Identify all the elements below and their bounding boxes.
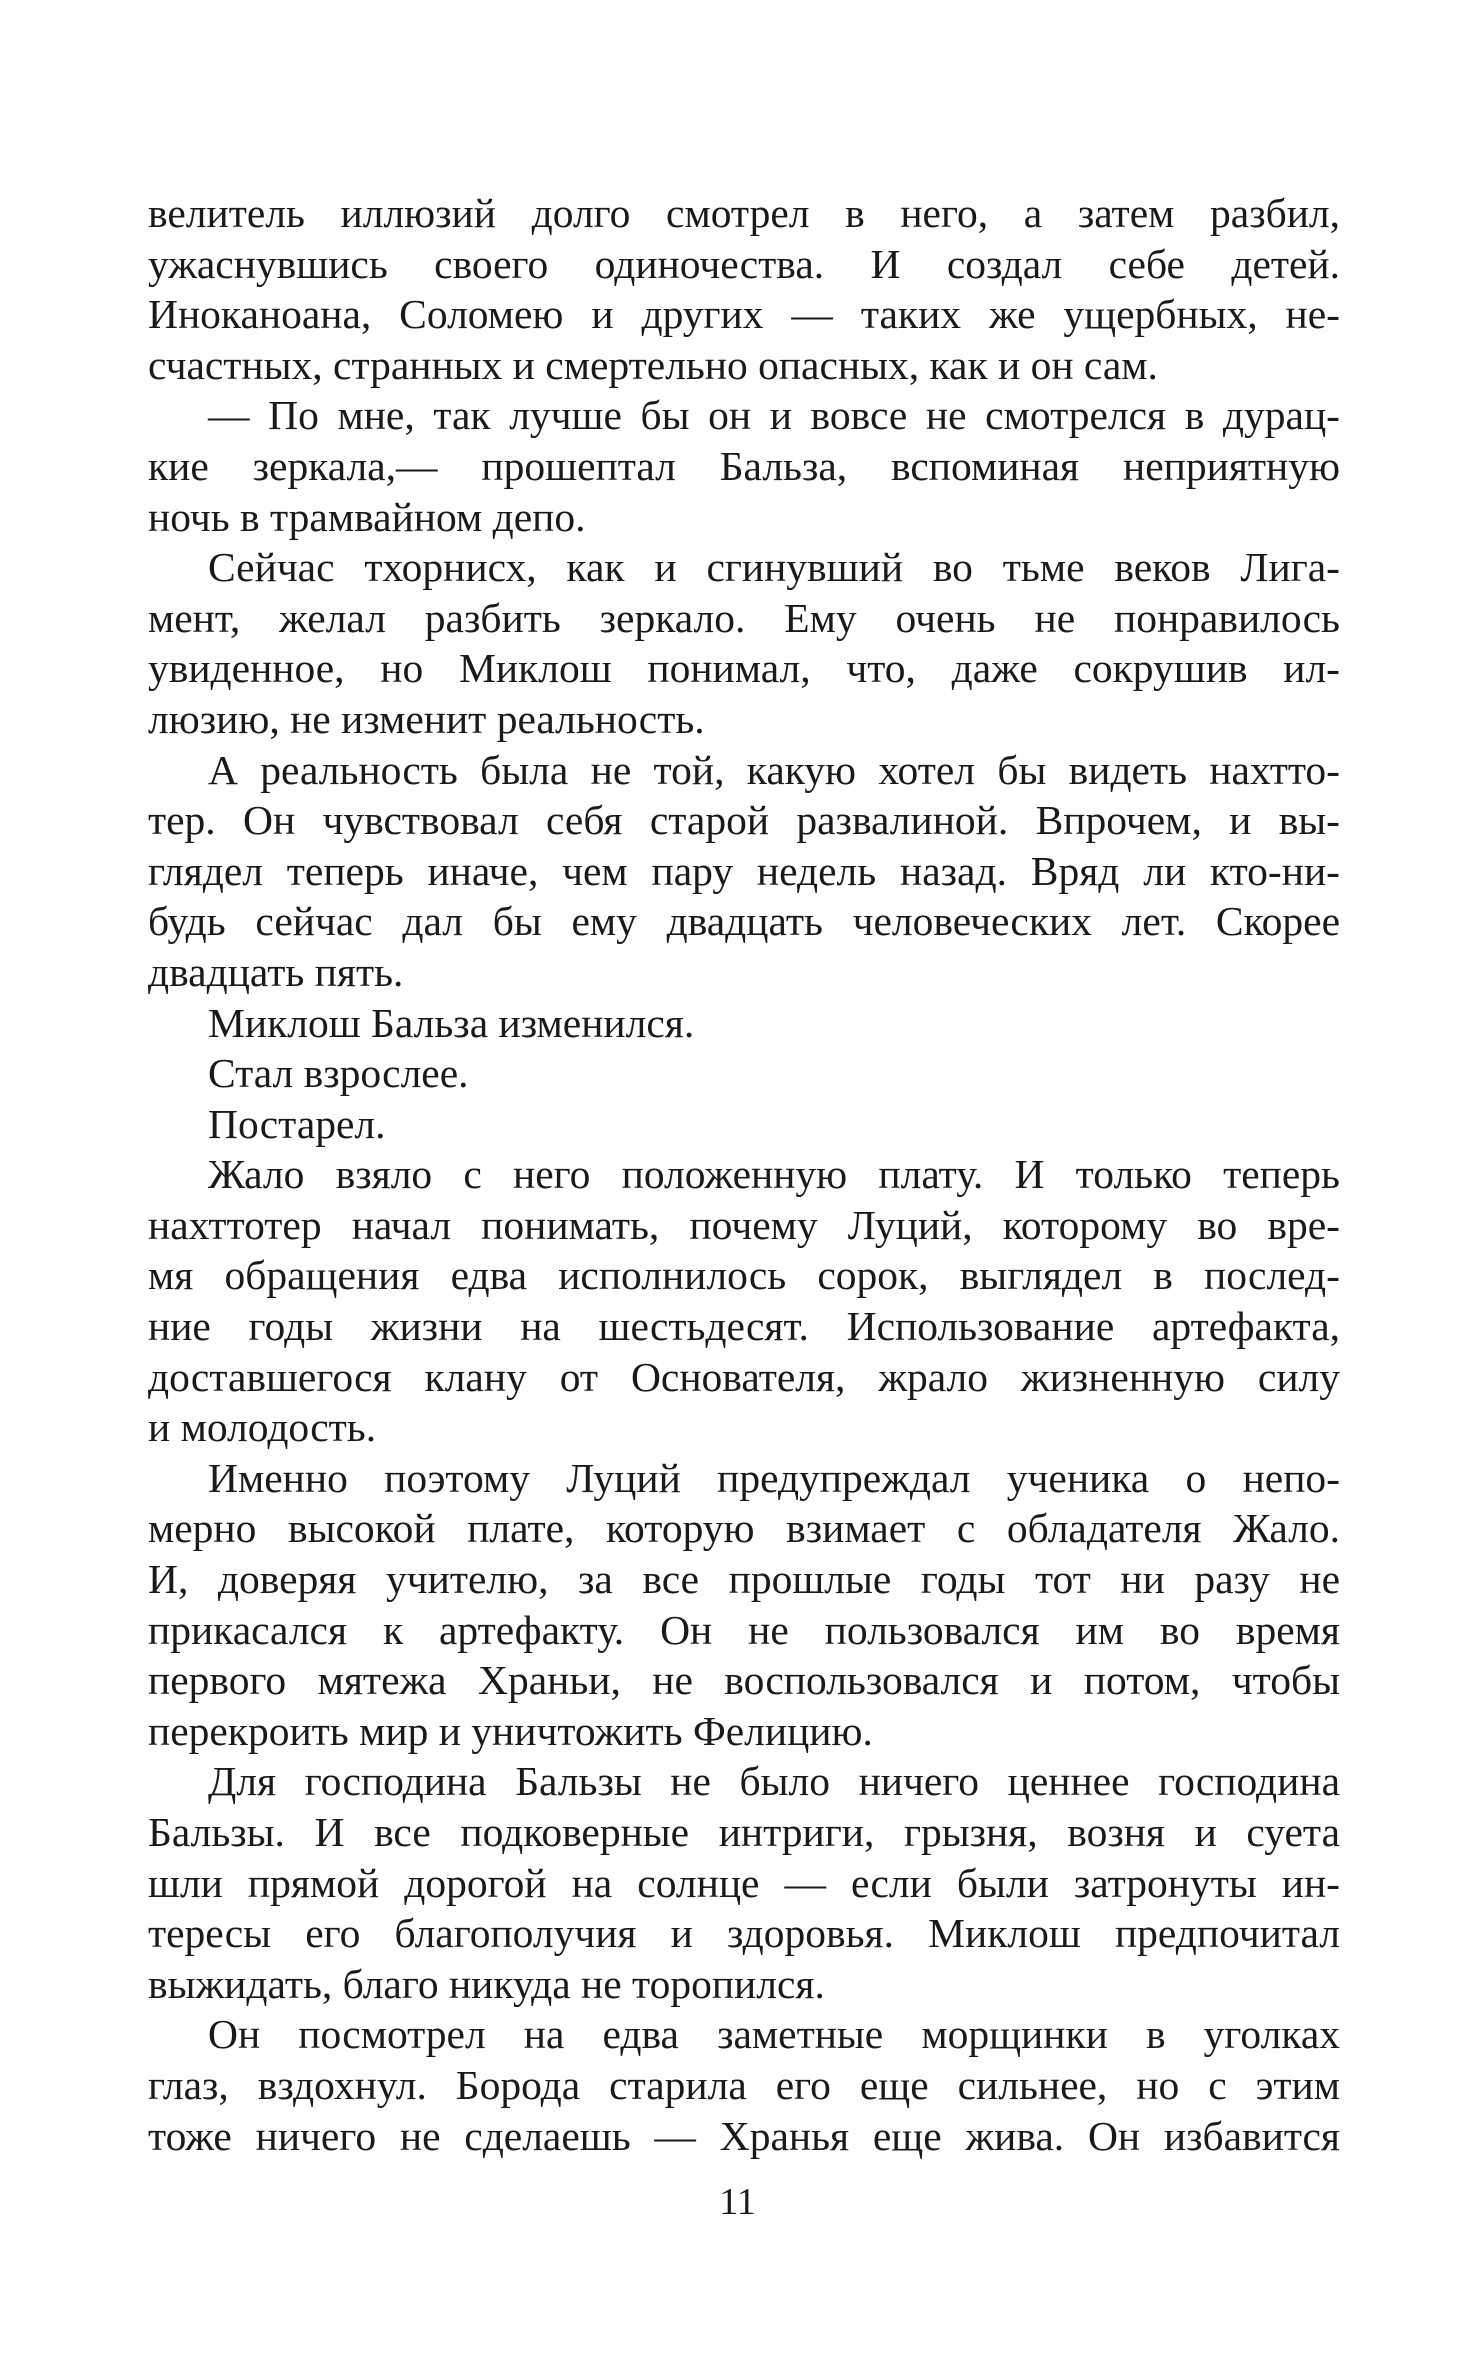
text-line: глядел теперь иначе, чем пару недель назад. Вряд ли кто-ни-	[148, 847, 1340, 894]
text-line: Инοканоана, Соломею и других — таких же ущербных, не-	[148, 291, 1340, 338]
text-line: прикасался к артефакту. Он не пользовался им во время	[148, 1606, 1340, 1653]
text-line: ночь в трамвайном депо.	[148, 493, 586, 540]
text-line: тоже ничего не сделаешь — Хранья еще жива. Он избавится	[148, 2112, 1340, 2159]
text-line: тересы его благополучия и здоровья. Миклош предпочитал	[148, 1910, 1340, 1957]
text-line: И, доверяя учителю, за все прошлые годы тот ни разу не	[148, 1556, 1340, 1603]
text-line: Жало взяло с него положенную плату. И только теперь	[208, 1151, 1340, 1198]
body-text	[148, 188, 1340, 2161]
text-line: велитель иллюзий долго смотрел в него, а затем разбил,	[148, 190, 1340, 236]
text-line: перекроить мир и уничтожить Фелицию.	[148, 1707, 873, 1754]
text-line: Для господина Бальзы не было ничего ценнее господина	[208, 1758, 1340, 1805]
text-line: будь сейчас дал бы ему двадцать человеческих лет. Скорее	[148, 898, 1340, 945]
text-line: выжидать, благо никуда не торопился.	[148, 1960, 825, 2007]
text-line: нахттотер начал понимать, почему Луций, которому во вре-	[148, 1201, 1340, 1248]
text-line: мерно высокой плате, которую взимает с обладателя Жало.	[148, 1505, 1340, 1552]
text-line: мя обращения едва исполнилось сорок, выглядел в послед-	[148, 1252, 1340, 1299]
text-line: кие зеркала,— прошептал Бальза, вспоминая неприятную	[148, 442, 1340, 489]
text-line: первого мятежа Храньи, не воспользовался и потом, чтобы	[148, 1657, 1340, 1704]
text-line: — По мне, так лучше бы он и вовсе не смотрелся в дурац-	[208, 392, 1340, 439]
text-line: глаз, вздохнул. Борода старила его еще сильнее, но с этим	[148, 2061, 1340, 2108]
text-line: люзию, не изменит реальность.	[148, 695, 705, 742]
text-line: Сейчас тхорнисх, как и сгинувший во тьме веков Лига-	[208, 544, 1340, 591]
text-line: тер. Он чувствовал себя старой развалиной. Впрочем, и вы-	[148, 797, 1340, 844]
text-line: и молодость.	[148, 1404, 377, 1451]
text-line: Он посмотрел на едва заметные морщинки в уголках	[208, 2011, 1340, 2058]
text-line: Именно поэтому Луций предупреждал ученика о непо-	[208, 1454, 1340, 1501]
text-line: А реальность была не той, какую хотел бы видеть нахтто-	[208, 746, 1340, 793]
text-line: Бальзы. И все подковерные интриги, грызня, возня и суета	[148, 1809, 1340, 1855]
text-line: Миклош Бальза изменился.	[208, 999, 695, 1046]
text-line: двадцать пять.	[148, 948, 404, 995]
text-line: ние годы жизни на шестьдесят. Использование артефакта,	[148, 1303, 1340, 1350]
text-line: увиденное, но Миклош понимал, что, даже сокрушив ил-	[148, 645, 1340, 692]
text-line: мент, желал разбить зеркало. Ему очень не понравилось	[148, 594, 1340, 641]
text-line: Стал взрослее.	[208, 1050, 469, 1097]
text-line: шли прямой дорогой на солнце — если были затронуты ин-	[148, 1859, 1340, 1906]
text-line: Постарел.	[208, 1100, 386, 1147]
text-line: счастных, странных и смертельно опасных, как и он сам.	[148, 341, 1158, 388]
page-number: 11	[719, 2181, 756, 2223]
text-line: доставшегося клану от Основателя, жрало жизненную силу	[148, 1353, 1340, 1400]
text-line: ужаснувшись своего одиночества. И создал себе детей.	[148, 240, 1340, 287]
